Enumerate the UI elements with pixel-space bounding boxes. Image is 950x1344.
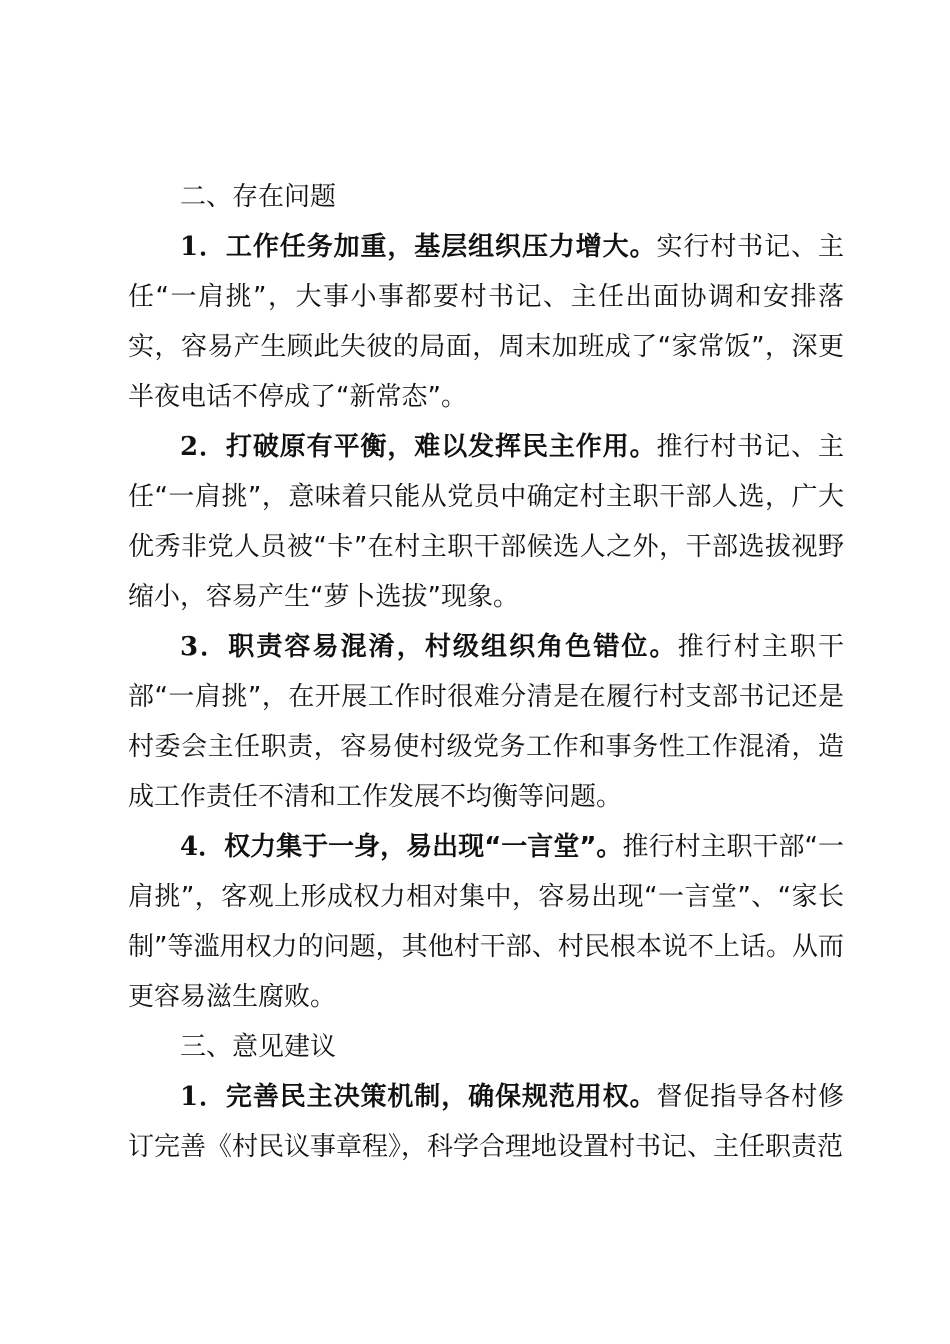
issue-lead: 打破原有平衡，难以发挥民主作用。 — [225, 432, 657, 462]
issue-paragraph-1 — [128, 222, 844, 422]
issue-paragraph-3 — [128, 622, 844, 822]
issue-paragraph-2 — [128, 422, 844, 622]
issue-number: 1． — [180, 232, 226, 262]
section-heading-problems: 二、存在问题 — [180, 182, 337, 212]
issue-paragraph-4 — [128, 822, 844, 1022]
issue-body: 推行村主职干部“一肩挑”，客观上形成权力相对集中，容易出现“一言堂”、“家长制”等滥用权力的问题，其他村干部、村民根本说不上话。从而更容易滋生腐败。 — [128, 832, 844, 1012]
issue-lead: 权力集于一身，易出现“一言堂”。 — [224, 832, 623, 862]
issue-number: 2． — [180, 432, 226, 462]
issue-body: 推行村主职干部“一肩挑”，在开展工作时很难分清是在履行村支部书记还是村委会主任职责，容易使村级党务工作和事务性工作混淆，造成工作责任不清和工作发展不均衡等问题。 — [128, 632, 844, 812]
issue-body: 推行村书记、主任“一肩挑”，意味着只能从党员中确定村主职干部人选，广大优秀非党人员被“卡”在村主职干部候选人之外，干部选拔视野缩小，容易产生“萝卜选拔”现象。 — [128, 432, 844, 612]
issue-lead: 工作任务加重，基层组织压力增大。 — [225, 232, 657, 262]
suggestion-paragraph-1 — [128, 1072, 844, 1172]
suggestion-body: 督促指导各村修订完善《村民议事章程》，科学合理地设置村书记、主任职责范 — [128, 1082, 844, 1162]
section-heading-suggestions: 三、意见建议 — [180, 1032, 337, 1062]
issue-lead: 职责容易混淆，村级组织角色错位。 — [228, 632, 678, 662]
document-body — [128, 172, 844, 1172]
suggestion-lead: 完善民主决策机制，确保规范用权。 — [225, 1082, 657, 1112]
suggestion-number: 1． — [180, 1082, 226, 1112]
issue-body: 实行村书记、主任“一肩挑”，大事小事都要村书记、主任出面协调和安排落实，容易产生顾此失彼的局面，周末加班成了“家常饭”，深更半夜电话不停成了“新常态”。 — [128, 232, 844, 412]
issue-number: 4． — [180, 832, 225, 862]
issue-number: 3． — [180, 632, 229, 662]
